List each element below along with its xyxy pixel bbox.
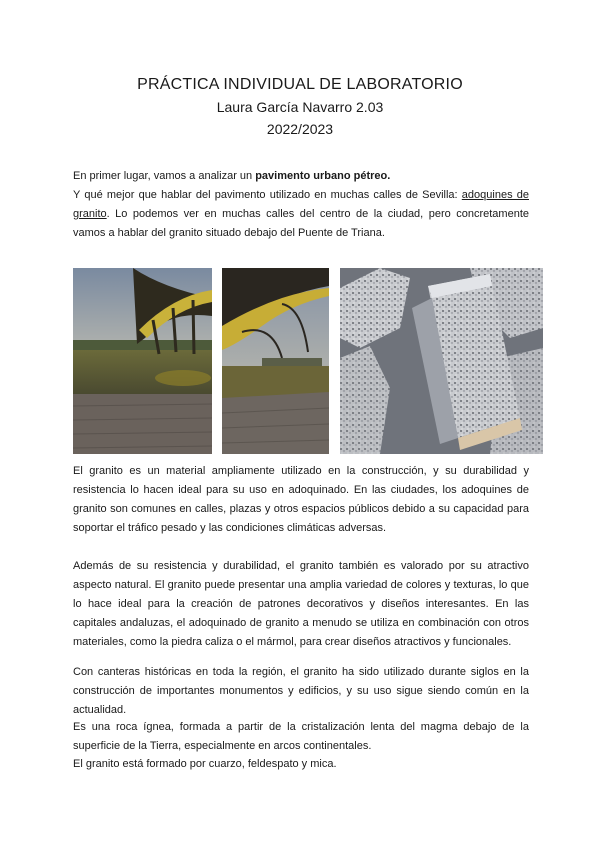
body-paragraph-2: Además de su resistencia y durabilidad, el granito también es valorado por su atractivo aspecto natural. El granito puede presentar una amplia variedad de colores y texturas, lo que lo hace ideal para la creación de patrones decorativos y diseños interesantes. En las capitales andaluzas, el adoquinado de granito a menudo se utiliza en combinación con otros materiales, como la piedra caliza o el mármol, para crear diseños atractivos y funcionales. [73,560,529,648]
intro-bold-text: pavimento urbano pétreo. [255,170,391,182]
bridge-photo-1 [73,268,212,454]
author-line: Laura García Navarro 2.03 [216,99,384,115]
granite-cobbles-photo [340,268,543,454]
intro-text: . Lo podemos ver en muchas calles del centro de la ciudad, pero concretamente vamos a hablar del granito situado debajo del Puente de Triana. [73,208,529,239]
intro-underlined-text: adoquines de granito [73,189,529,220]
year-line: 2022/2023 [266,121,334,137]
intro-paragraph-2 [73,186,529,243]
intro-text: En primer lugar, vamos a analizar un [73,170,256,182]
body-paragraph-4: Es una roca ígnea, formada a partir de la cristalización lenta del magma debajo de la superficie de la Tierra, especialmente en arcos continentales. [73,721,529,752]
intro-paragraph-1 [73,167,529,186]
bridge-photo-2 [222,268,329,454]
body-paragraph-5: El granito está formado por cuarzo, feldespato y mica. [73,758,337,770]
document-header [0,74,600,140]
body-paragraph-1: El granito es un material ampliamente utilizado en la construcción, y su durabilidad y resistencia lo hacen ideal para su uso en adoquinado. En las ciudades, los adoquines de granito son comunes en calles, plazas y otros espacios públicos debido a su capacidad para soportar el tráfico pesado y las condiciones climáticas adversas. [73,465,529,534]
intro-text: Y qué mejor que hablar del pavimento utilizado en muchas calles de Sevilla: [73,189,462,201]
document-title: PRÁCTICA INDIVIDUAL DE LABORATORIO [137,76,463,93]
body-paragraph-3: Con canteras históricas en toda la región, el granito ha sido utilizado durante siglos en la construcción de importantes monumentos y edificios, y su uso sigue siendo común en la actualidad. [73,666,529,716]
